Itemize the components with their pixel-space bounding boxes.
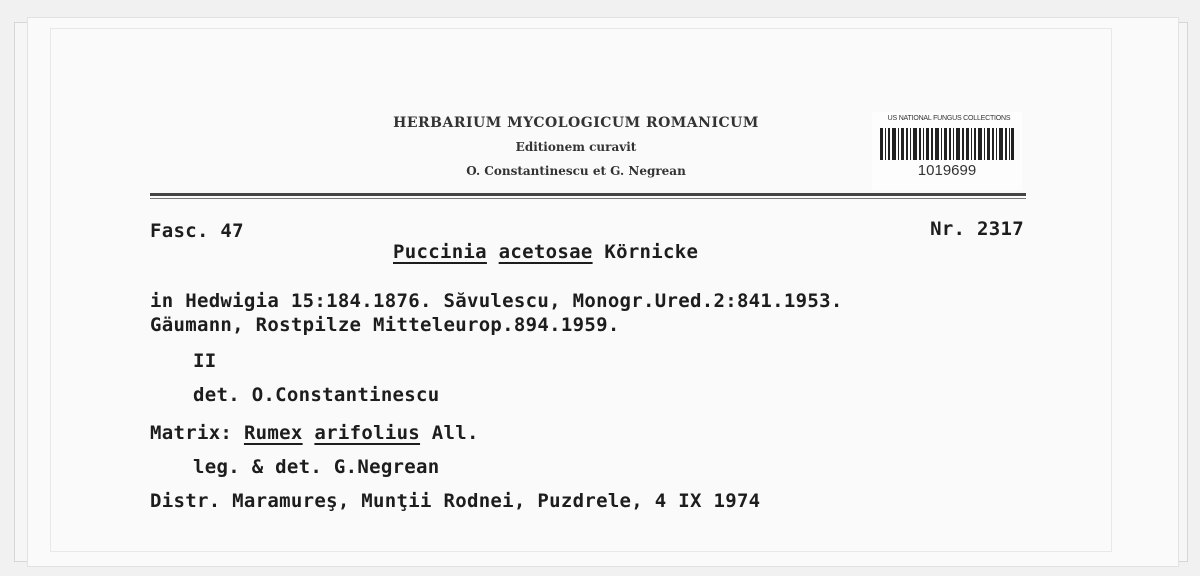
exsiccata-number: Nr. 2317 bbox=[930, 218, 1024, 240]
barcode-number: 1019699 bbox=[917, 162, 977, 179]
taxon-name bbox=[393, 241, 698, 263]
literature-reference-1: in Hedwigia 15:184.1876. Săvulescu, Monogr.Ured.2:841.1953. bbox=[150, 290, 843, 312]
host-matrix bbox=[150, 422, 479, 444]
header-rule-thick bbox=[150, 193, 1026, 196]
barcode-collection-label: US NATIONAL FUNGUS COLLECTIONS bbox=[887, 115, 1011, 122]
taxon-author: Körnicke bbox=[604, 241, 699, 263]
herbarium-subtitle: Editionem curavit bbox=[515, 140, 637, 154]
taxon-species: acetosae bbox=[498, 241, 593, 263]
taxon-genus: Puccinia bbox=[393, 241, 487, 263]
collector: leg. & det. G.Negrean bbox=[193, 456, 440, 478]
herbarium-editors: O. Constantinescu et G. Negrean bbox=[466, 164, 686, 178]
spore-stage: II bbox=[193, 350, 217, 372]
host-genus: Rumex bbox=[243, 422, 303, 444]
barcode-sticker bbox=[872, 112, 1022, 190]
determiner: det. O.Constantinescu bbox=[193, 384, 440, 406]
locality: Distr. Maramureş, Munţii Rodnei, Puzdrele, 4 IX 1974 bbox=[150, 490, 761, 512]
header-rule-thin bbox=[150, 198, 1026, 199]
matrix-prefix: Matrix: bbox=[150, 422, 233, 444]
host-author: All. bbox=[431, 422, 479, 444]
literature-reference-2: Gäumann, Rostpilze Mitteleurop.894.1959. bbox=[150, 314, 620, 336]
barcode-icon bbox=[880, 128, 1014, 160]
fascicle-number: Fasc. 47 bbox=[150, 220, 244, 242]
herbarium-title: HERBARIUM MYCOLOGICUM ROMANICUM bbox=[393, 115, 759, 131]
host-species: arifolius bbox=[314, 422, 421, 444]
